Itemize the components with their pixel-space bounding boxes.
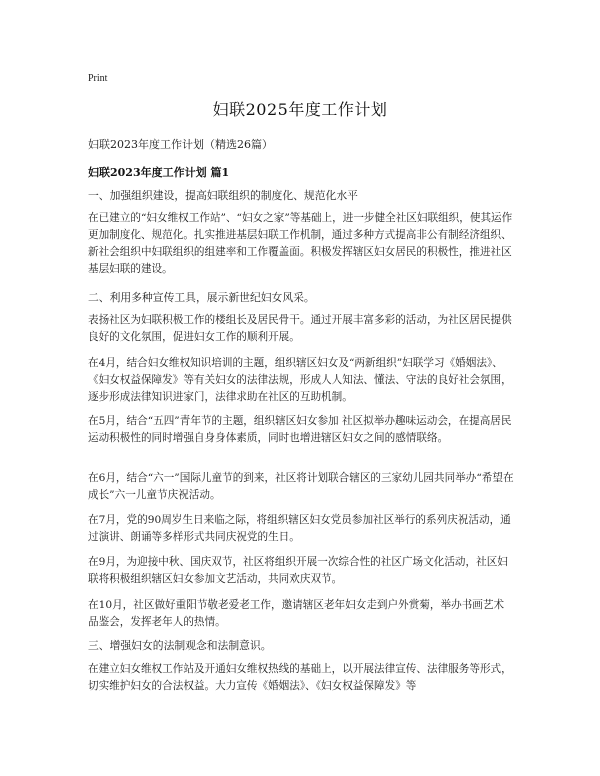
paragraph-4: 在5月，结合“五四”青年节的主题，组织辖区妇女参加 社区拟举办趣味运动会，在提高居民 运动积极性的同时增强自身身体素质，同时也增进辖区妇女之间的感情联络。 [88, 415, 512, 444]
paragraph-2: 表扬社区为妇联积极工作的楼组长及居民骨干。通过开展丰富多彩的活动，为社区居民提供良好的文化氛围，促进妇女工作的顺利开展。 [88, 314, 512, 343]
paragraph-1: 在已建立的“妇女维权工作站”、“妇女之家”等基础上，进一步健全社区妇联组织，使其运作更加制度化、规范化。扎实推进基层妇联工作机制，通过多种方式提高非公有制经济组织、新社会组织中妇联组织的组建率和工作覆盖面。积极发挥辖区妇女居民的积极性，推进社区基层妇联的建设。 [88, 212, 513, 275]
paragraph-6: 在7月，党的90周岁生日来临之际，将组织辖区妇女党员参加社区举行的系列庆祝活动，通过演讲、朗诵等多样形式共同庆祝党的生日。 [88, 514, 511, 543]
paragraph-3: 在4月，结合妇女维权知识培训的主题，组织辖区妇女及“两新组织”妇联学习《婚姻法》、《妇女权益保障发》等有关妇女的法律法规，形成人人知法、懂法、守法的良好社会氛围，逐步形成法律知识进家门，法律求助在社区的互助机制。 [88, 357, 512, 403]
page-title: 妇联2025年度工作计划 [212, 100, 388, 119]
print-link[interactable]: Print [88, 73, 108, 84]
paragraph-7: 在9月，为迎接中秋、国庆双节，社区将组织开展一次综合性的社区广场文化活动，社区妇联将积极组织辖区妇女参加文艺活动，共同欢庆双节。 [88, 556, 508, 585]
paragraph-9: 在建立妇女维权工作站及开通妇女维权热线的基础上，以开展法律宣传、法律服务等形式，切实维护妇女的合法权益。大力宣传《婚姻法》、《妇女权益保障发》等 [88, 663, 512, 692]
subtitle: 妇联2023年度工作计划（精选26篇） [88, 138, 273, 151]
section-title: 妇联2023年度工作计划 篇1 [88, 166, 230, 179]
paragraph-5: 在6月，结合“六一”国际儿童节的到来，社区将计划联合辖区的三家幼儿园共同举办“希望在成长”六一儿童节庆祝活动。 [88, 472, 514, 501]
heading-1: 一、加强组织建设，提高妇联组织的制度化、规范化水平 [88, 189, 358, 202]
heading-3: 三、增强妇女的法制观念和法制意识。 [88, 639, 272, 652]
paragraph-8: 在10月，社区做好重阳节敬老爱老工作，邀请辖区老年妇女走到户外赏菊，举办书画艺术品鉴会，发挥老年人的热情。 [88, 599, 505, 628]
heading-2: 二、利用多种宣传工具，展示新世纪妇女风采。 [88, 291, 315, 304]
